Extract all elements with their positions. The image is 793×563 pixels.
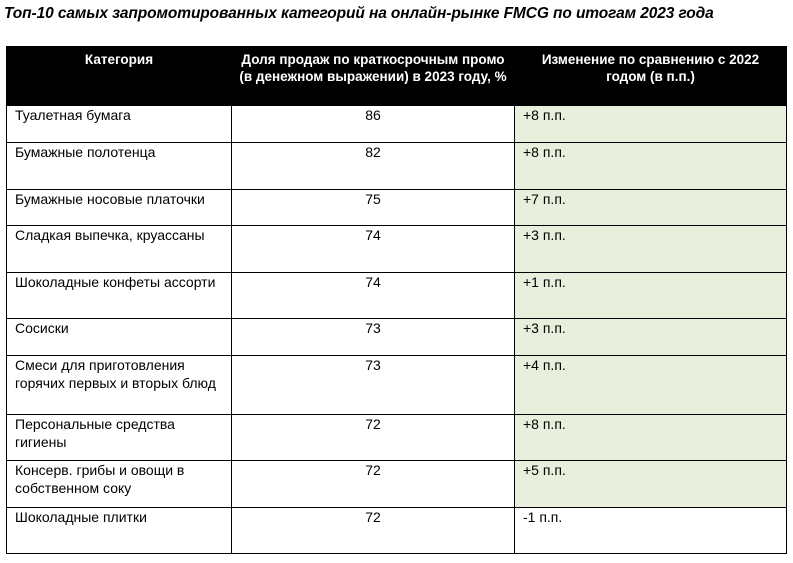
share-cell: 74 bbox=[232, 226, 515, 273]
change-cell: +8 п.п. bbox=[515, 143, 787, 190]
share-cell: 73 bbox=[232, 319, 515, 356]
category-cell: Сосиски bbox=[7, 319, 232, 356]
table-row bbox=[7, 508, 787, 554]
category-cell: Бумажные полотенца bbox=[7, 143, 232, 190]
change-cell: +7 п.п. bbox=[515, 190, 787, 226]
category-cell: Персональные средства гигиены bbox=[7, 415, 232, 461]
category-cell: Бумажные носовые платочки bbox=[7, 190, 232, 226]
share-cell: 86 bbox=[232, 106, 515, 143]
table-header-row bbox=[7, 47, 787, 106]
category-cell: Туалетная бумага bbox=[7, 106, 232, 143]
category-cell: Шоколадные конфеты ассорти bbox=[7, 273, 232, 319]
category-cell: Сладкая выпечка, круассаны bbox=[7, 226, 232, 273]
change-cell: +4 п.п. bbox=[515, 356, 787, 415]
table-row bbox=[7, 356, 787, 415]
table-row bbox=[7, 461, 787, 508]
share-cell: 72 bbox=[232, 508, 515, 554]
category-cell: Шоколадные плитки bbox=[7, 508, 232, 554]
table-row bbox=[7, 106, 787, 143]
share-cell: 82 bbox=[232, 143, 515, 190]
share-cell: 72 bbox=[232, 415, 515, 461]
change-cell: +3 п.п. bbox=[515, 226, 787, 273]
table-row bbox=[7, 319, 787, 356]
table-row bbox=[7, 143, 787, 190]
category-cell: Смеси для приготовления горячих первых и вторых блюд bbox=[7, 356, 232, 415]
change-cell: +3 п.п. bbox=[515, 319, 787, 356]
page-title: Топ-10 самых запромотированных категорий на онлайн-рынке FMCG по итогам 2023 года bbox=[4, 5, 714, 22]
column-header-share: Доля продаж по краткосрочным промо (в денежном выражении) в 2023 году, % bbox=[232, 47, 515, 106]
share-cell: 72 bbox=[232, 461, 515, 508]
table-row bbox=[7, 273, 787, 319]
promo-categories-table bbox=[6, 46, 787, 554]
share-cell: 74 bbox=[232, 273, 515, 319]
change-cell: +8 п.п. bbox=[515, 415, 787, 461]
change-cell: +5 п.п. bbox=[515, 461, 787, 508]
share-cell: 73 bbox=[232, 356, 515, 415]
table-row bbox=[7, 190, 787, 226]
column-header-category: Категория bbox=[7, 47, 232, 106]
change-cell: +8 п.п. bbox=[515, 106, 787, 143]
change-cell: +1 п.п. bbox=[515, 273, 787, 319]
table-row bbox=[7, 226, 787, 273]
column-header-change: Изменение по сравнению с 2022 годом (в п.п.) bbox=[515, 47, 787, 106]
category-cell: Консерв. грибы и овощи в собственном соку bbox=[7, 461, 232, 508]
table-row bbox=[7, 415, 787, 461]
change-cell: -1 п.п. bbox=[515, 508, 787, 554]
share-cell: 75 bbox=[232, 190, 515, 226]
